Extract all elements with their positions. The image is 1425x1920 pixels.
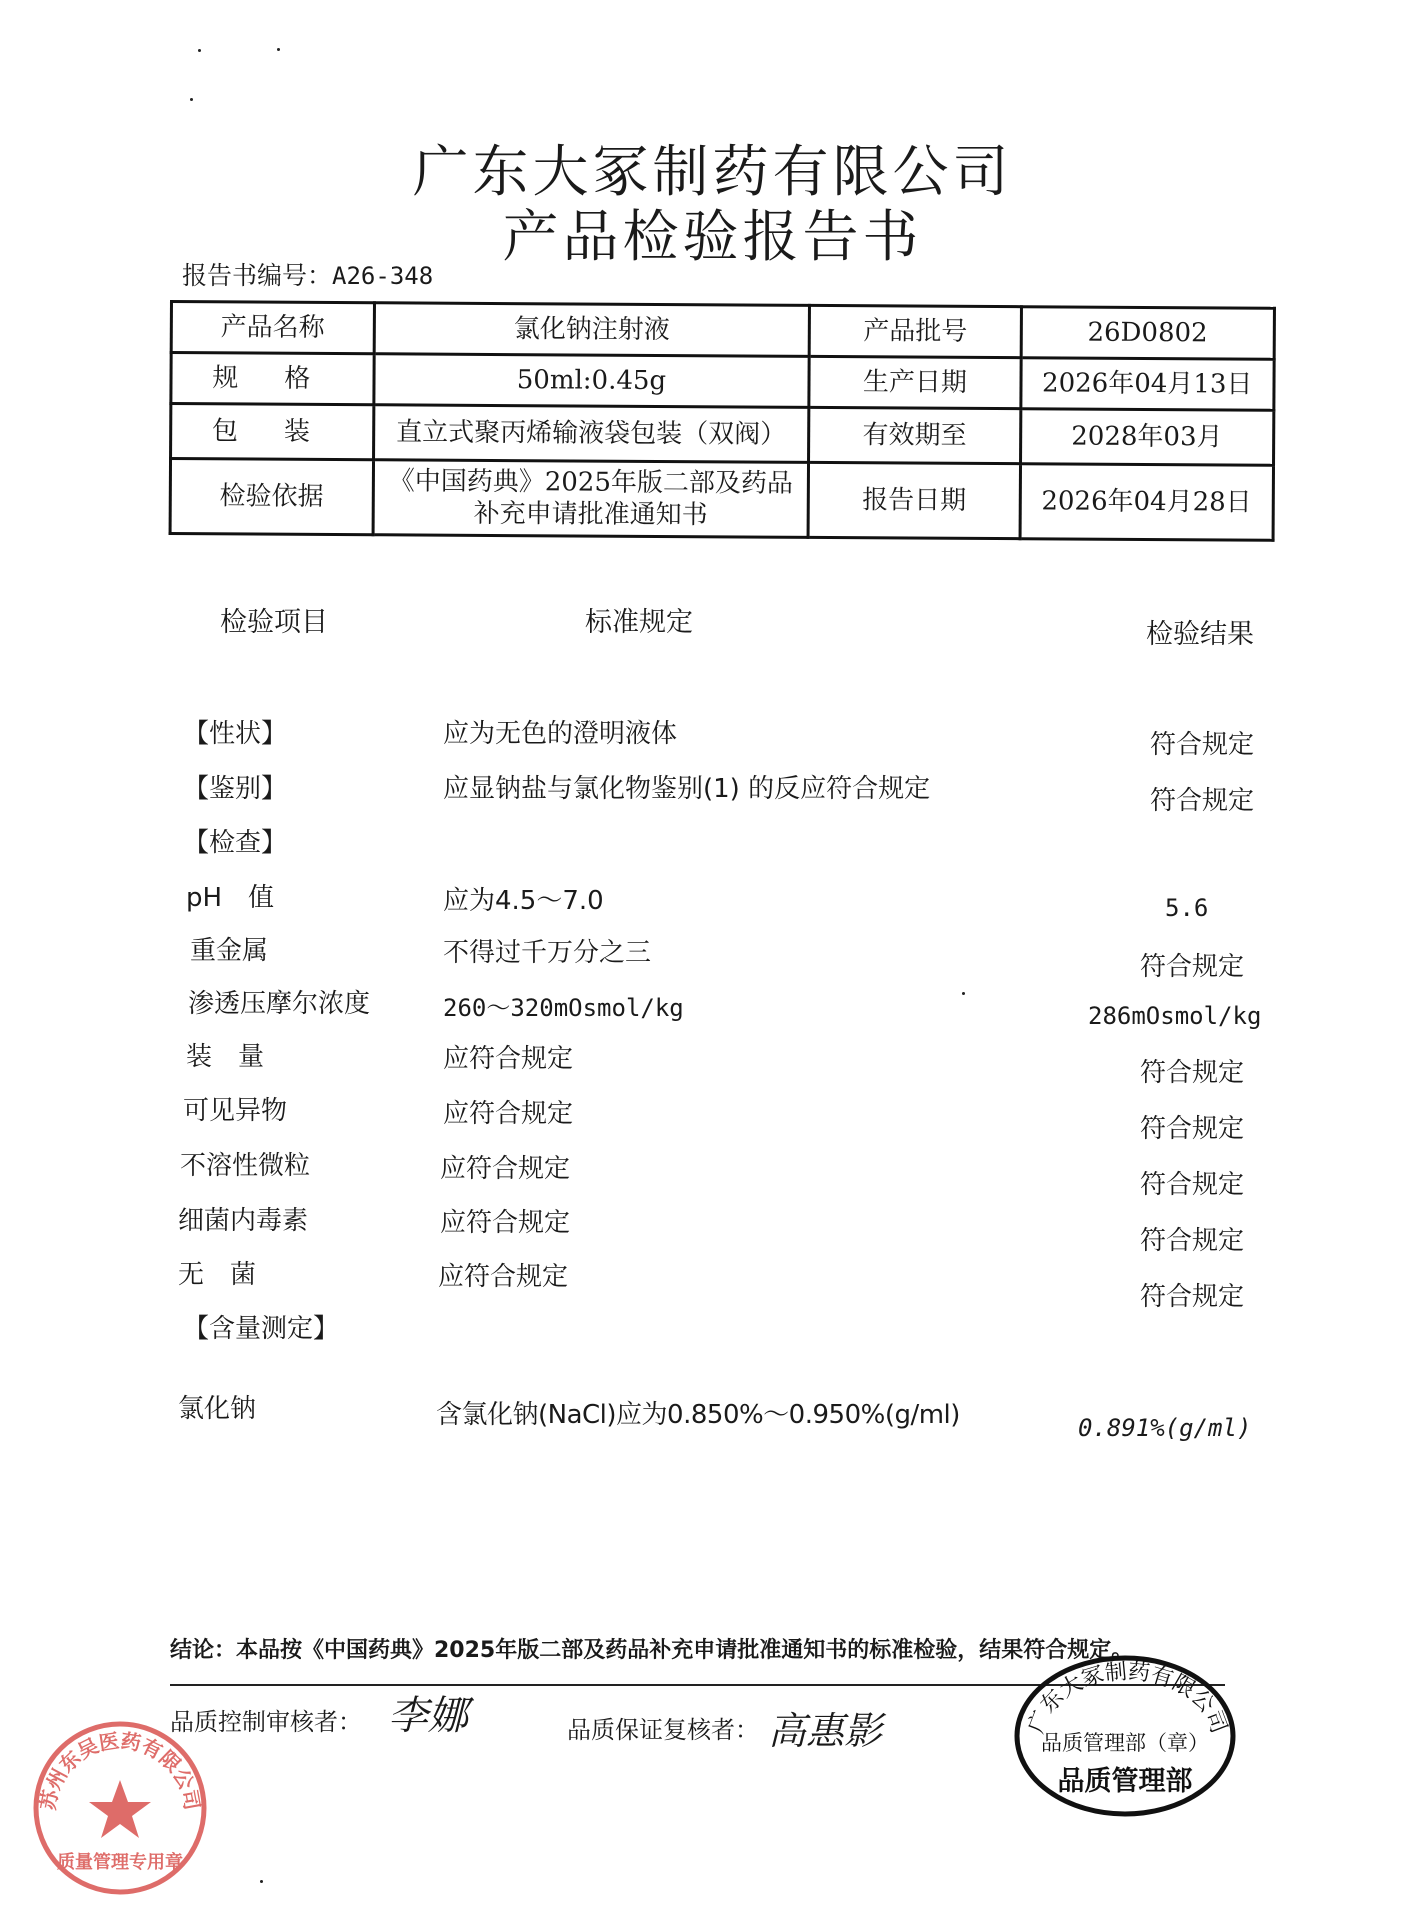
test-standard: 应为4.5～7.0 <box>443 886 604 916</box>
test-result: 符合规定 <box>1140 1282 1245 1312</box>
test-item: 细菌内毒素 <box>178 1206 309 1236</box>
expiry-value: 2028年03月 <box>1020 409 1274 466</box>
qa-reviewer-signature: 高惠影 <box>768 1709 883 1753</box>
test-item: 装 量 <box>186 1042 265 1072</box>
star-icon <box>89 1780 151 1838</box>
qc-reviewer-label: 品质控制审核者： <box>170 1708 362 1736</box>
basis-value <box>373 460 809 538</box>
qa-reviewer-label: 品质保证复核者： <box>567 1716 759 1744</box>
test-standard: 应符合规定 <box>443 1099 574 1129</box>
seal-mid-text: 品质管理部（章） <box>1041 1731 1209 1755</box>
test-standard: 含氯化钠(NaCl)应为0.850%～0.950%(g/ml) <box>436 1400 960 1430</box>
test-result: 符合规定 <box>1140 1226 1245 1256</box>
report-number-label: 报告书编号： <box>182 261 333 290</box>
test-item: 渗透压摩尔浓度 <box>188 989 371 1019</box>
scan-speck <box>277 48 280 51</box>
report-number <box>182 256 433 292</box>
seal-arc-text: 广东大冢制药有限公司 <box>1023 1659 1232 1737</box>
basis-line-1: 《中国药典》2025年版二部及药品 <box>388 465 794 499</box>
black-seal-stamp <box>1010 1648 1240 1818</box>
seal-arc-text: 苏州东吴医药有限公司 <box>35 1728 205 1812</box>
batch-label: 产品批号 <box>809 305 1021 357</box>
table-row <box>171 302 1274 360</box>
test-item: 【检查】 <box>183 828 288 858</box>
table-row <box>171 353 1274 411</box>
scan-speck <box>260 1880 263 1883</box>
report-date-label: 报告日期 <box>808 462 1020 538</box>
column-header-item: 检验项目 <box>220 607 328 638</box>
spec-label: 规格 <box>171 353 374 405</box>
test-item: 【鉴别】 <box>183 774 288 804</box>
test-item: 氯化钠 <box>178 1394 257 1424</box>
column-header-result: 检验结果 <box>1146 619 1254 650</box>
scan-speck <box>198 49 201 52</box>
test-item: pH 值 <box>186 883 275 913</box>
package-value: 直立式聚丙烯输液袋包装（双阀） <box>373 405 809 463</box>
test-standard: 260～320mOsmol/kg <box>443 994 684 1022</box>
mfg-date-value: 2026年04月13日 <box>1020 358 1274 411</box>
test-result: 0.891%(g/ml) <box>1078 1414 1252 1442</box>
product-name-label: 产品名称 <box>171 302 374 354</box>
test-result: 286mOsmol/kg <box>1088 1002 1262 1030</box>
table-row <box>171 404 1274 466</box>
test-result: 5.6 <box>1165 894 1209 922</box>
test-item: 无 菌 <box>178 1260 257 1290</box>
column-header-standard: 标准规定 <box>585 607 693 638</box>
test-result: 符合规定 <box>1140 952 1245 982</box>
test-item: 【性状】 <box>183 719 288 749</box>
product-name-value: 氯化钠注射液 <box>374 303 810 357</box>
test-standard: 应显钠盐与氯化物鉴别(1) 的反应符合规定 <box>443 774 931 804</box>
conclusion-text: 结论：本品按《中国药典》2025年版二部及药品补充申请批准通知书的标准检验，结果符合规定。 <box>170 1638 1134 1663</box>
test-result: 符合规定 <box>1150 730 1255 760</box>
test-standard: 应符合规定 <box>438 1262 569 1292</box>
scan-speck <box>962 992 965 995</box>
test-item: 可见异物 <box>183 1096 288 1126</box>
table-row <box>170 459 1273 541</box>
red-seal-stamp <box>30 1718 210 1898</box>
test-standard: 应符合规定 <box>440 1208 571 1238</box>
report-date-value: 2026年04月28日 <box>1020 464 1274 541</box>
document-title: 产品检验报告书 <box>502 205 923 270</box>
test-standard: 应符合规定 <box>443 1044 574 1074</box>
test-standard: 不得过千万分之三 <box>443 938 652 968</box>
test-result: 符合规定 <box>1150 786 1255 816</box>
test-result: 符合规定 <box>1140 1058 1245 1088</box>
test-standard: 应符合规定 <box>440 1154 571 1184</box>
basis-label: 检验依据 <box>170 459 373 535</box>
test-item: 不溶性微粒 <box>180 1151 311 1181</box>
package-label: 包装 <box>171 404 374 460</box>
basis-line-2: 补充申请批准通知书 <box>473 498 708 531</box>
test-result: 符合规定 <box>1140 1114 1245 1144</box>
test-item: 重金属 <box>190 936 269 966</box>
batch-value: 26D0802 <box>1021 307 1275 360</box>
test-result: 符合规定 <box>1140 1170 1245 1200</box>
seal-main-text: 品质管理部 <box>1057 1766 1193 1797</box>
mfg-date-label: 生产日期 <box>809 356 1021 408</box>
qc-reviewer-signature: 李娜 <box>388 1693 468 1739</box>
scan-speck <box>190 98 193 101</box>
test-item: 【含量测定】 <box>183 1314 340 1344</box>
seal-subtext: 质量管理专用章 <box>57 1852 183 1873</box>
expiry-label: 有效期至 <box>809 407 1021 463</box>
report-number-value: A26-348 <box>332 262 434 290</box>
spec-value: 50ml:0.45g <box>373 354 809 408</box>
company-title: 广东大冢制药有限公司 <box>412 140 1013 205</box>
test-standard: 应为无色的澄明液体 <box>443 719 678 749</box>
product-info-table <box>169 300 1276 542</box>
